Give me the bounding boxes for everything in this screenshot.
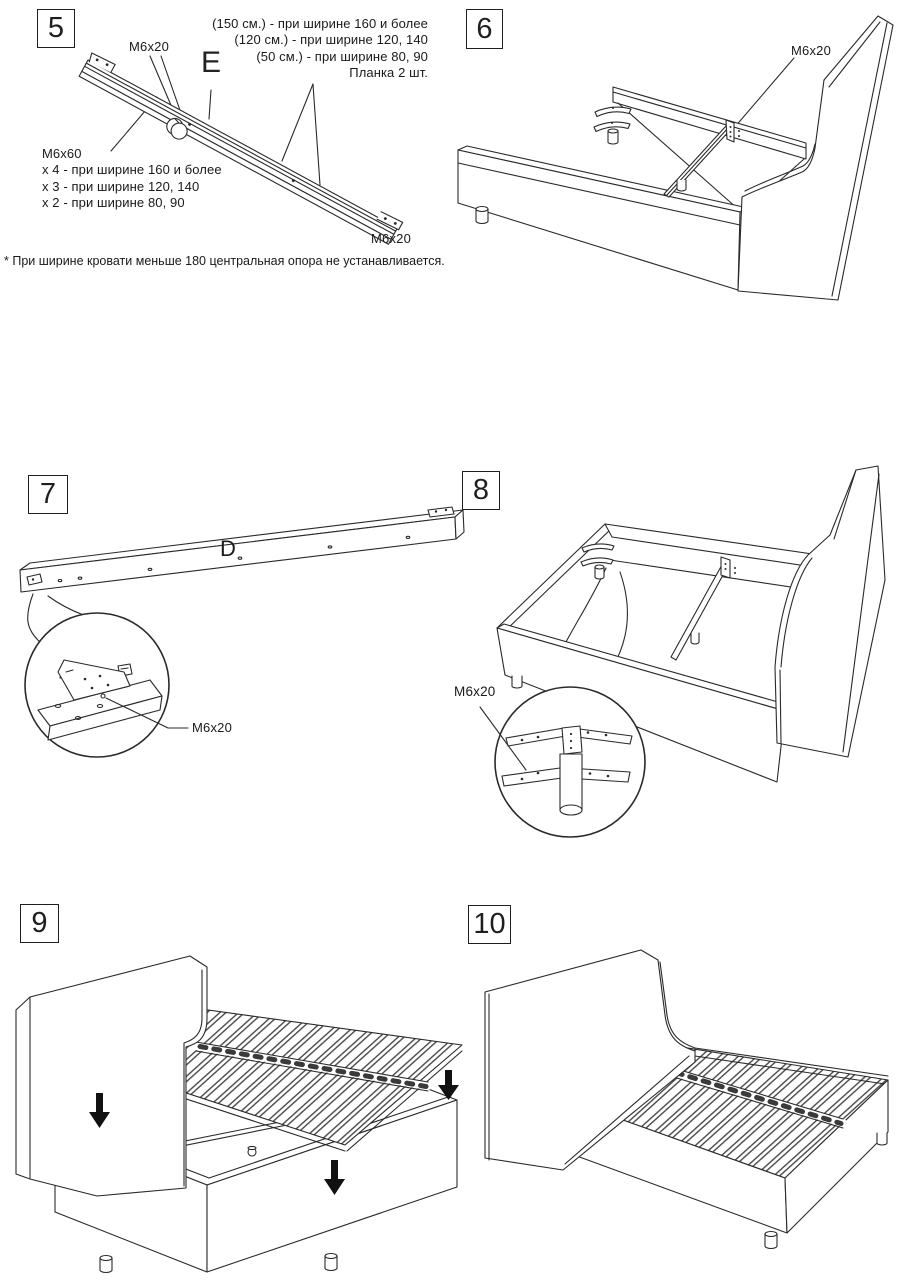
leader-line: [734, 58, 794, 128]
plank-option: (150 см.) - при ширине 160 и более: [212, 16, 428, 31]
step7-illustration: [0, 460, 468, 795]
headboard: [775, 466, 885, 757]
step-8-number: 8: [462, 471, 500, 510]
hardware-label-m6x20-step7: M6x20: [192, 720, 233, 735]
zoom-callout-line: [28, 594, 42, 644]
plank-option: (50 см.) - при ширине 80, 90: [256, 48, 428, 64]
step9-panel: [0, 890, 470, 1280]
side-rail: [458, 146, 748, 290]
step10-illustration: [455, 890, 900, 1280]
step8-panel: [440, 460, 900, 880]
step-10-number: 10: [468, 905, 511, 944]
step-9-number: 9: [20, 904, 59, 943]
headboard: [738, 16, 893, 300]
step6-illustration: [450, 0, 900, 315]
footnote: * При ширине кровати меньше 180 центральная опора не устанавливается.: [4, 254, 445, 268]
center-beam: [671, 557, 736, 660]
step6-panel: [450, 0, 900, 315]
step9-illustration: [0, 890, 470, 1280]
part-letter-d: D: [220, 536, 237, 561]
step-5-number: 5: [37, 9, 75, 48]
step-7-number: 7: [28, 475, 68, 514]
hardware-label-m6x20-bottom: M6x20: [371, 231, 412, 246]
step7-panel: [0, 460, 468, 795]
step8-illustration: [440, 460, 900, 880]
leg: [476, 207, 488, 224]
corner-brackets: [594, 107, 631, 144]
hardware-label-m6x20-step6: M6x20: [791, 43, 832, 58]
bolt-spec-option: х 3 - при ширине 120, 140: [42, 178, 200, 194]
hardware-label-m6x20-step8: M6x20: [454, 684, 496, 699]
center-beam: [664, 120, 740, 197]
plank-count: Планка 2 шт.: [349, 65, 428, 81]
bolt-spec-option: х 4 - при ширине 160 и более: [42, 162, 222, 178]
plank-size-options: [210, 16, 428, 82]
corner-brackets: [581, 544, 614, 579]
plank-option: (120 см.) - при ширине 120, 140: [234, 32, 428, 48]
hardware-label-m6x20-top: M6x20: [129, 39, 170, 54]
bolt-spec-option: х 2 - при ширине 80, 90: [42, 195, 185, 211]
part-letter-e: E: [201, 46, 222, 79]
step10-panel: [455, 890, 900, 1280]
bolt-spec: [42, 146, 222, 212]
plank-d: [20, 507, 464, 592]
step-6-number: 6: [466, 9, 503, 49]
headboard: [16, 956, 207, 1196]
bolt-spec-title: M6x60: [42, 146, 82, 161]
